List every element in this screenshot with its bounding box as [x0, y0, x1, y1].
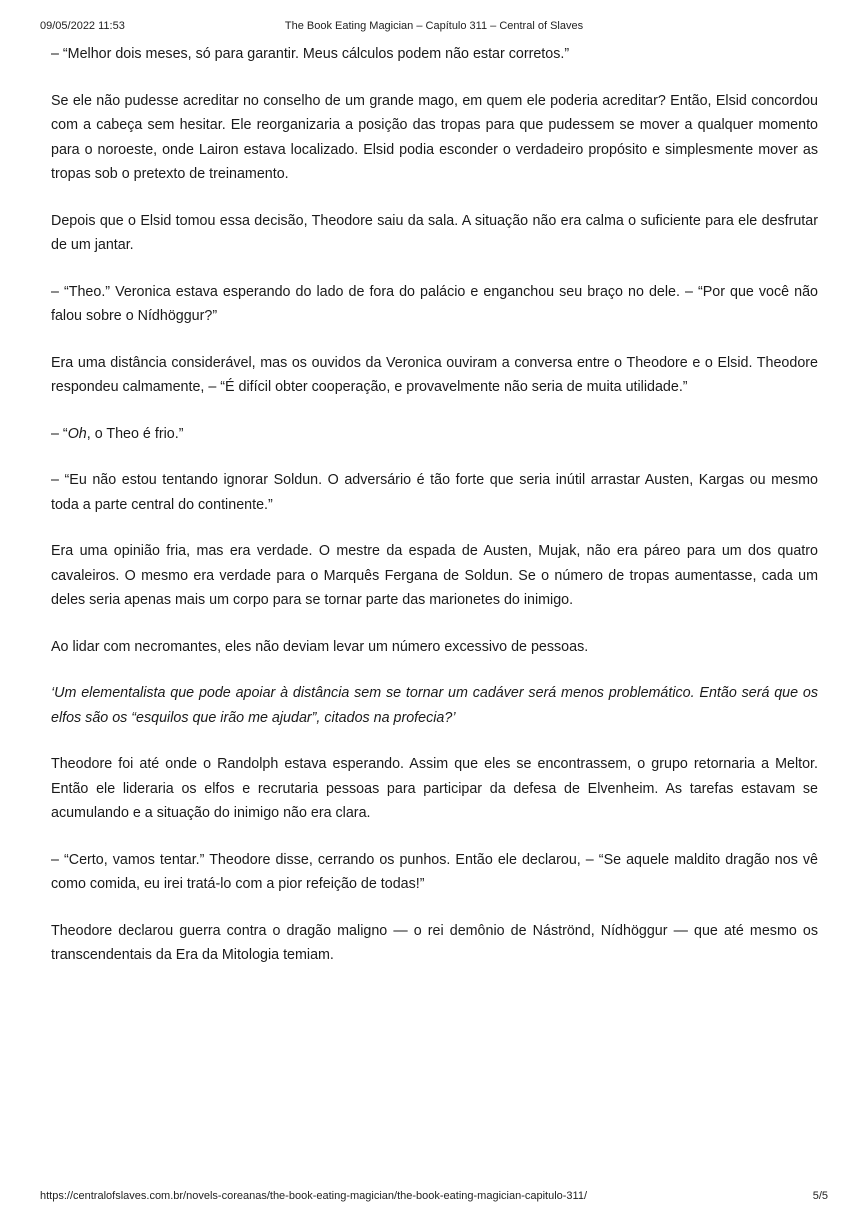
source-url: https://centralofslaves.com.br/novels-coreanas/the-book-eating-magician/the-book-eating-magician-capitulo-311/ [40, 1190, 588, 1202]
paragraph-11: Theodore foi até onde o Randolph estava esperando. Assim que eles se encontrassem, o grupo retornaria a Meltor. Então ele lideraria os elfos e recrutaria pessoas para participar da defesa de Elvenheim. As tarefas estavam se acumulando e a situação do inimigo não era clara. [51, 756, 818, 821]
paragraph-6-end: , o Theo é frio.” [86, 425, 184, 442]
paragraph-6 [51, 422, 818, 447]
document-title: The Book Eating Magician – Capítulo 311 – Central of Slaves [284, 20, 584, 32]
paragraph-6-start: – “ [51, 425, 68, 442]
paragraph-13: Theodore declarou guerra contra o dragão maligno — o rei demônio de Náströnd, Nídhöggur — que até mesmo os transcendentais da Era da Mitologia temiam. [51, 922, 818, 963]
paragraph-8: Era uma opinião fria, mas era verdade. O mestre da espada de Austen, Mujak, não era páreo para um dos quatro cavaleiros. O mesmo era verdade para o Marquês Fergana de Soldun. Se o número de tropas aumentasse, cada um deles seria apenas mais um corpo para se tornar parte das marionetes do inimigo. [51, 543, 818, 608]
paragraph-9: Ao lidar com necromantes, eles não deviam levar um número excessivo de pessoas. [51, 638, 589, 655]
paragraph-5: Era uma distância considerável, mas os ouvidos da Veronica ouviram a conversa entre o Theodore e o Elsid. Theodore respondeu calmamente, – “É difícil obter cooperação, e provavelmente não seria de muita utilidade.” [51, 354, 818, 395]
paragraph-6-italic: Oh [67, 425, 87, 442]
paragraph-3: Depois que o Elsid tomou essa decisão, Theodore saiu da sala. A situação não era calma o suficiente para ele desfrutar de um jantar. [51, 212, 818, 253]
print-datetime: 09/05/2022 11:53 [40, 20, 125, 32]
paragraph-12: – “Certo, vamos tentar.” Theodore disse, cerrando os punhos. Então ele declarou, – “Se aquele maldito dragão nos vê como comida, eu irei tratá-lo com a pior refeição de todas!” [51, 851, 818, 892]
paragraph-1: – “Melhor dois meses, só para garantir. Meus cálculos podem não estar corretos.” [51, 46, 570, 62]
paragraph-4: – “Theo.” Veronica estava esperando do lado de fora do palácio e enganchou seu braço no dele. – “Por que você não falou sobre o Nídhöggur?” [51, 283, 818, 324]
page-number: 5/5 [812, 1190, 828, 1202]
paragraph-7: – “Eu não estou tentando ignorar Soldun. O adversário é tão forte que seria inútil arrastar Austen, Kargas ou mesmo toda a parte central do continente.” [51, 472, 818, 513]
print-header [40, 20, 828, 36]
paragraph-2: Se ele não pudesse acreditar no conselho de um grande mago, em quem ele poderia acreditar? Então, Elsid concordou com a cabeça sem hesitar. Ele reorganizaria a posição das tropas para que pudessem se mover a qualquer momento para o noroeste, onde Lairon estava localizado. Elsid podia esconder o verdadeiro propósito e simplesmente mover as tropas sob o pretexto de treinamento. [51, 92, 818, 182]
print-footer [40, 1190, 828, 1206]
paragraph-10-thought: ‘Um elementalista que pode apoiar à distância sem se tornar um cadáver será menos problemático. Então será que os elfos são os “esquilos que irão me ajudar”, citados na profecia?’ [51, 685, 818, 726]
article-body [51, 42, 818, 990]
